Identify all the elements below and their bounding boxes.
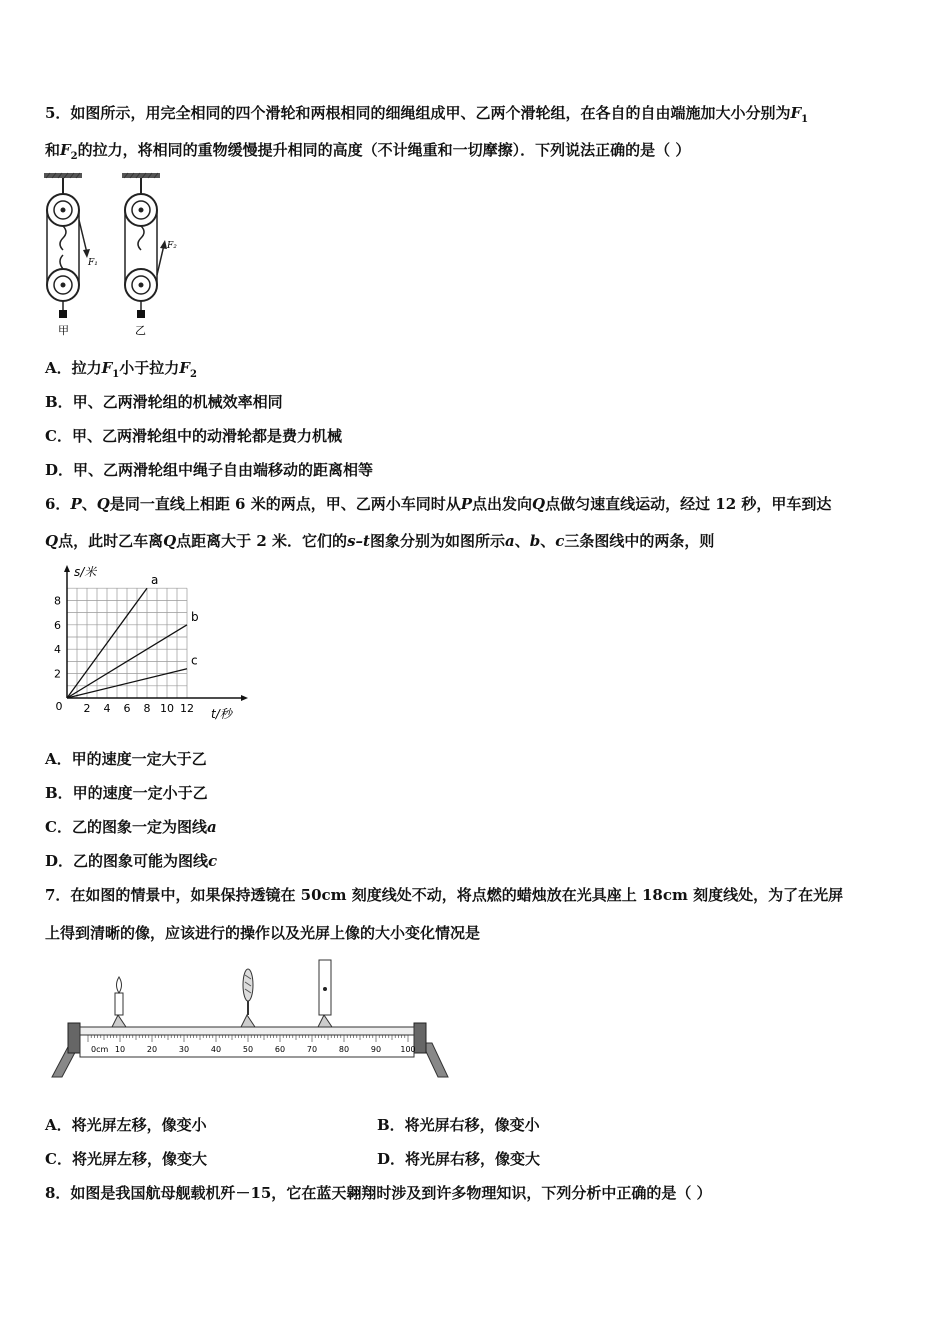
q5-stem-line2: 和$F_2$的拉力，将相同的重物缓慢提升相同的高度（不计绳重和一切摩擦）．下列说法正确的是（ ） xyxy=(45,141,691,162)
q6-option-b[interactable]: B．甲的速度一定小于乙 xyxy=(45,784,208,802)
pulley-system-jia xyxy=(44,173,98,337)
q5-option-d[interactable]: D．甲、乙两滑轮组中绳子自由端移动的距离相等 xyxy=(45,461,374,479)
q7-stem-line1: 7．在如图的情景中，如果保持透镜在 50cm 刻度线处不动，将点燃的蜡烛放在光具座上 18cm 刻度线处，为了在光屏 xyxy=(45,886,844,904)
x-tick-label: 10 xyxy=(160,702,174,715)
light-screen xyxy=(318,960,332,1027)
q7-option-b[interactable]: B．将光屏右移，像变小 xyxy=(377,1116,540,1134)
right-end-block xyxy=(414,1023,426,1053)
label-jia: 甲 xyxy=(58,324,69,337)
y-tick-label: 2 xyxy=(54,667,61,681)
ruler-label: 40 xyxy=(210,1045,222,1054)
q6-stem-line1: 6．P、Q是同一直线上相距 6 米的两点，甲、乙两小车同时从P点出发向Q点做匀速直线运动，经过 12 秒，甲车到达 xyxy=(45,495,832,513)
y-tick-label: 4 xyxy=(54,643,61,657)
pulley-figure xyxy=(38,170,188,340)
st-graph xyxy=(45,562,260,722)
chart-grid xyxy=(67,588,187,698)
q5-option-b[interactable]: B．甲、乙两滑轮组的机械效率相同 xyxy=(45,393,283,411)
optical-bench-figure xyxy=(50,955,450,1085)
q5-stem-line1: 5．如图所示，用完全相同的四个滑轮和两根相同的细绳组成甲、乙两个滑轮组，在各自的自由端施加大小分别为$F_1$ xyxy=(45,104,809,125)
q5-option-a[interactable]: A．拉力$F_1$小于拉力$F_2$ xyxy=(45,359,197,380)
label-F1: F₁ xyxy=(88,258,98,268)
ruler-label: 50 xyxy=(242,1045,254,1054)
origin-label: 0 xyxy=(55,700,63,713)
q6-option-d[interactable]: D．乙的图象可能为图线c xyxy=(45,852,218,870)
x-axis-arrow xyxy=(241,695,248,701)
q7-option-d[interactable]: D．将光屏右移，像变大 xyxy=(377,1150,541,1168)
ruler-label: 70 xyxy=(306,1045,318,1054)
left-end-block xyxy=(68,1023,80,1053)
q6-option-a[interactable]: A．甲的速度一定大于乙 xyxy=(45,750,207,768)
pulley-system-yi xyxy=(122,173,177,337)
y-tick-label: 8 xyxy=(54,594,61,608)
series-label-b: b xyxy=(191,609,199,624)
x-tick-label: 2 xyxy=(83,702,91,715)
label-F2: F₂ xyxy=(167,241,177,251)
ruler-label: 20 xyxy=(146,1045,158,1054)
ruler-label: 90 xyxy=(370,1045,382,1054)
q8-stem-line1: 8．如图是我国航母舰载机歼－15，它在蓝天翱翔时涉及到许多物理知识，下列分析中正确的是（ ） xyxy=(45,1184,712,1202)
convex-lens xyxy=(241,969,255,1027)
ruler-label: 10 xyxy=(114,1045,126,1054)
series-label-a: a xyxy=(151,573,159,588)
ruler-label: 100 xyxy=(400,1045,416,1054)
ruler-label: 30 xyxy=(178,1045,190,1054)
ruler-label: 0cm xyxy=(91,1045,109,1054)
q7-stem-line2: 上得到清晰的像，应该进行的操作以及光屏上像的大小变化情况是 xyxy=(45,924,481,942)
ruler-label: 60 xyxy=(274,1045,286,1054)
q7-option-a[interactable]: A．将光屏左移，像变小 xyxy=(45,1116,207,1134)
series-label-c: c xyxy=(191,653,198,668)
y-axis-arrow xyxy=(64,565,70,572)
label-yi: 乙 xyxy=(135,324,146,337)
x-tick-label: 6 xyxy=(123,702,131,715)
candle xyxy=(112,977,126,1027)
x-tick-label: 4 xyxy=(103,702,111,715)
ruler-label: 80 xyxy=(338,1045,350,1054)
var-F1: F xyxy=(790,104,802,122)
x-tick-label: 12 xyxy=(180,702,194,715)
q7-option-c[interactable]: C．将光屏左移，像变大 xyxy=(45,1150,207,1168)
q6-option-c[interactable]: C．乙的图象一定为图线a xyxy=(45,818,217,836)
y-axis-label: s/米 xyxy=(74,565,97,579)
y-tick-label: 6 xyxy=(54,618,61,632)
x-axis-label: t/秒 xyxy=(211,707,232,721)
x-tick-label: 8 xyxy=(143,702,151,715)
q6-stem-line2: Q点，此时乙车离Q点距离大于 2 米．它们的s–t图象分别为如图所示a、b、c三条图线中的两条，则 xyxy=(45,532,715,550)
q5-option-c[interactable]: C．甲、乙两滑轮组中的动滑轮都是费力机械 xyxy=(45,427,342,445)
bench-rail xyxy=(80,1027,414,1035)
